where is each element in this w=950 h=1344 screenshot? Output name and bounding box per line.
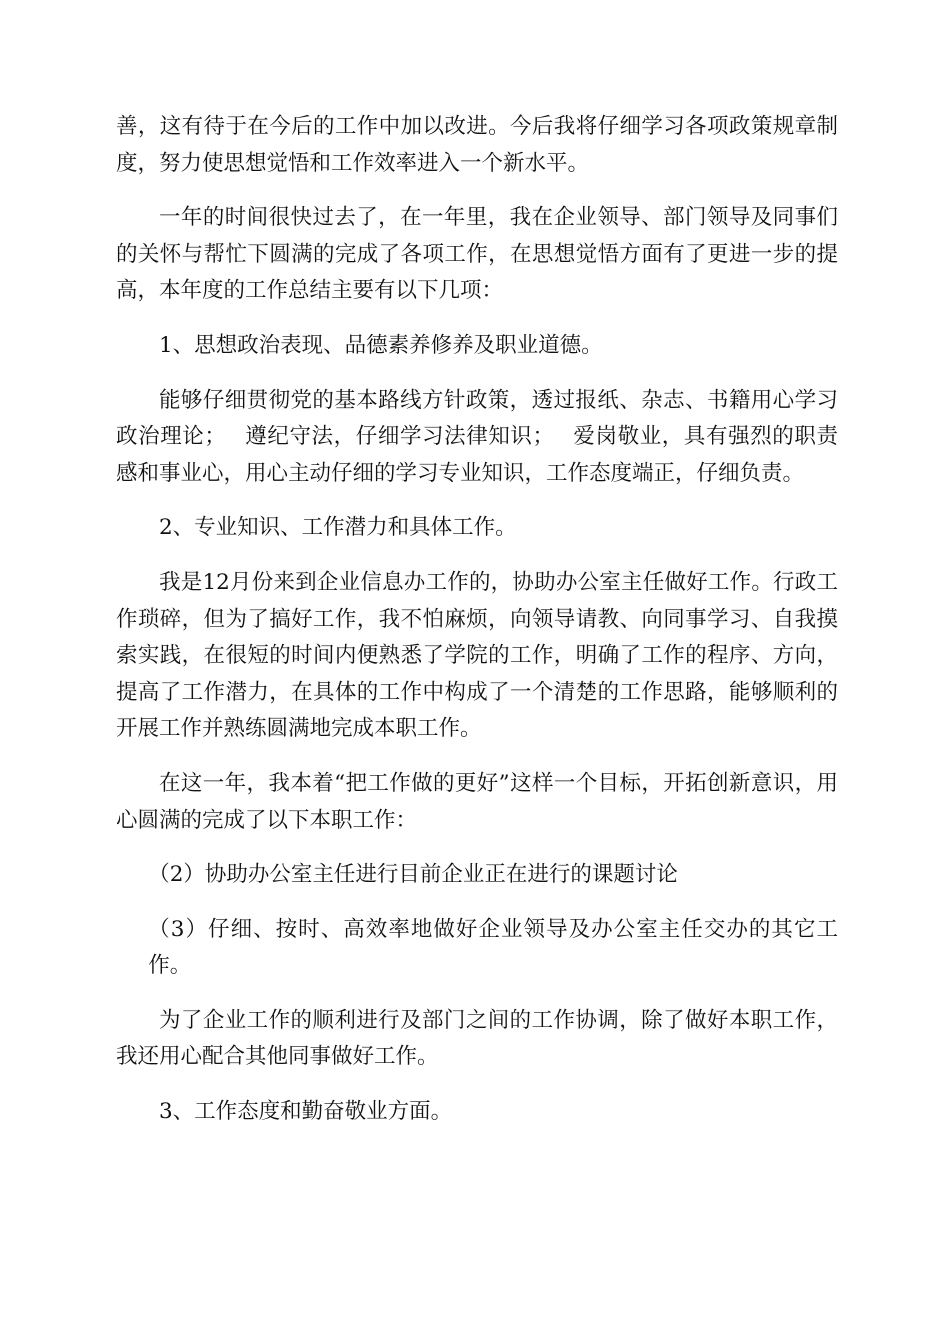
section-heading-2: 2、专业知识、工作潜力和具体工作。 — [159, 515, 517, 541]
list-item-3: （3）仔细、按时、高效率地做好企业领导及办公室主任交办的其它工作。 — [148, 916, 838, 979]
section-heading-3: 3、工作态度和勤奋敬业方面。 — [159, 1099, 453, 1125]
list-item-2: （2）协助办公室主任进行目前企业正在进行的课题讨论 — [148, 862, 678, 888]
document-body — [116, 109, 838, 1149]
paragraph-intro: 一年的时间很快过去了，在一年里，我在企业领导、部门领导及同事们的关怀与帮忙下圆满的完成了各项工作，在思想觉悟方面有了更进一步的提高，本年度的工作总结主要有以下几项： — [116, 205, 838, 304]
paragraph-cooperation: 为了企业工作的顺利进行及部门之间的工作协调，除了做好本职工作，我还用心配合其他同事做好工作。 — [116, 1007, 838, 1070]
paragraph-continuation: 善，这有待于在今后的工作中加以改进。今后我将仔细学习各项政策规章制度，努力使思想觉悟和工作效率进入一个新水平。 — [116, 114, 838, 176]
paragraph-goal: 在这一年，我本着“把工作做的更好”这样一个目标，开拓创新意识，用心圆满的完成了以下本职工作： — [116, 770, 838, 833]
paragraph-political: 能够仔细贯彻党的基本路线方针政策，透过报纸、杂志、书籍用心学习政治理论； 遵纪守法，仔细学习法律知识； 爱岗敬业，具有强烈的职责感和事业心，用心主动仔细的学习专业知识，工作态度端正，仔细负责。 — [116, 387, 838, 486]
paragraph-work: 我是12月份来到企业信息办工作的，协助办公室主任做好工作。行政工作琐碎，但为了搞好工作，我不怕麻烦，向领导请教、向同事学习、自我摸索实践，在很短的时间内便熟悉了学院的工作，明确了工作的程序、方向，提高了工作潜力，在具体的工作中构成了一个清楚的工作思路，能够顺利的开展工作并熟练圆满地完成本职工作。 — [116, 569, 838, 742]
section-heading-1: 1、思想政治表现、品德素养修养及职业道德。 — [159, 332, 603, 358]
